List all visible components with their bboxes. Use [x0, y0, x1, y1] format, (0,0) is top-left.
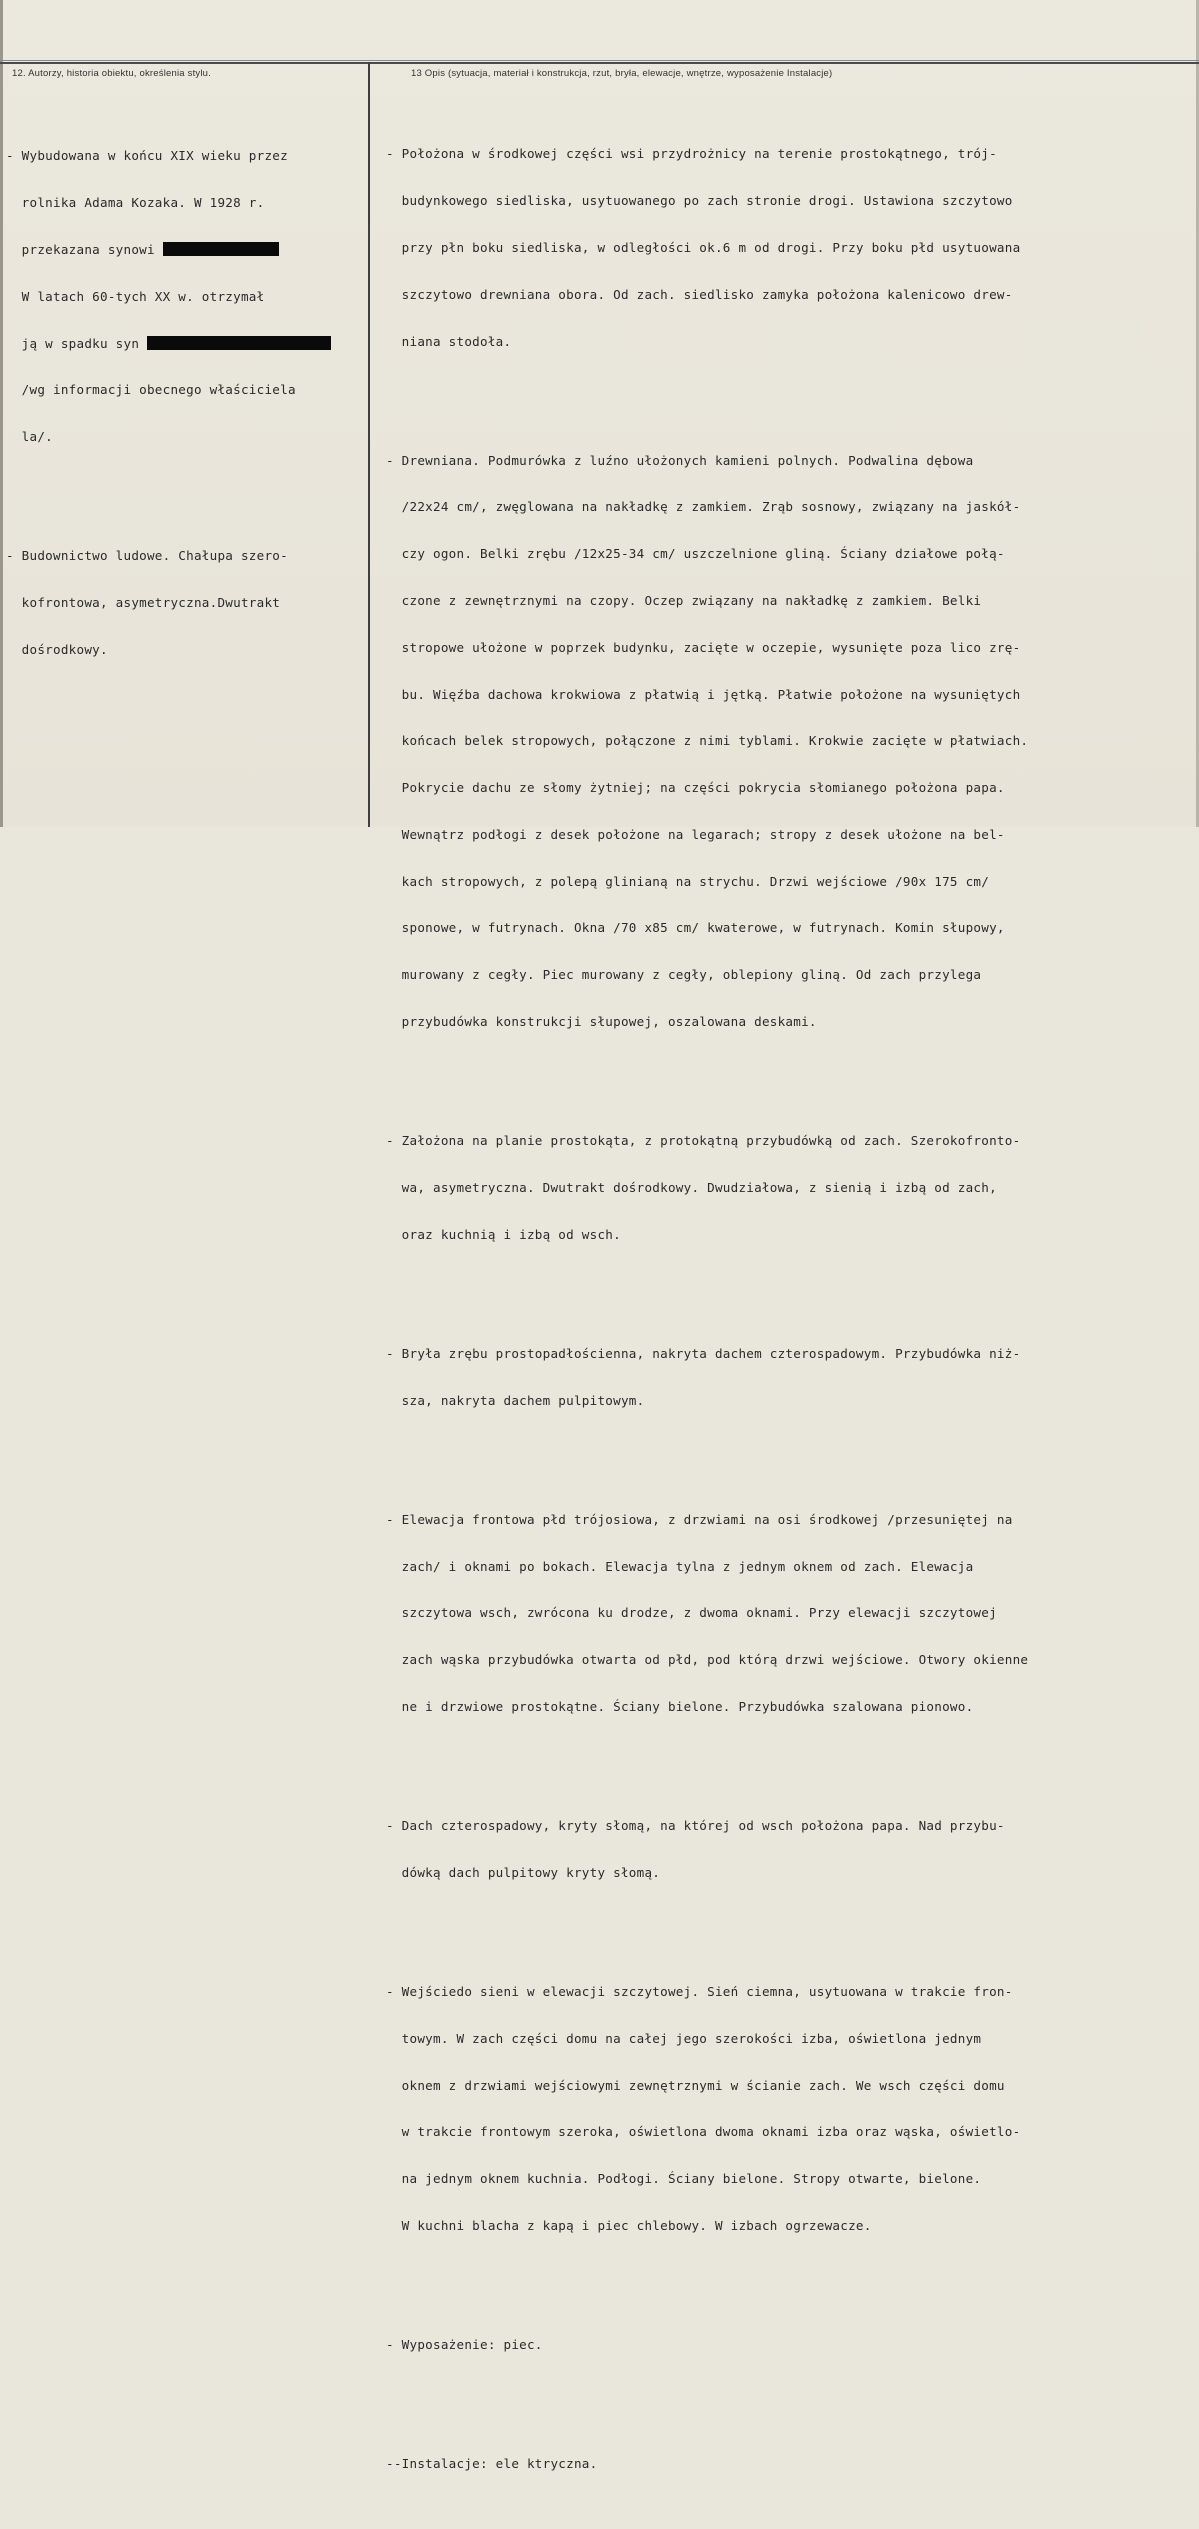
description-location	[386, 115, 1196, 380]
text-line: Wewnątrz podłogi z desek położone na legarach; stropy z desek ułożone na bel-	[386, 826, 1005, 842]
text-line: - Wyposażenie: piec.	[386, 2337, 543, 2353]
text-line: - Elewacja frontowa płd trójosiowa, z drzwiami na osi środkowej /przesuniętej na	[386, 1511, 1013, 1527]
text-line: bu. Więźba dachowa krokwiowa z płatwią i jętką. Płatwie położone na wysuniętych	[386, 686, 1021, 702]
text-line: - Bryła zrębu prostopadłościenna, nakryta dachem czterospadowym. Przybudówka niż-	[386, 1345, 1021, 1361]
text-line: - Budownictwo ludowe. Chałupa szero-	[6, 548, 288, 564]
text-line: - Założona na planie prostokąta, z protokątną przybudówką od zach. Szerokofronto-	[386, 1133, 1021, 1149]
section-12-content	[6, 86, 366, 714]
text-line: towym. W zach części domu na całej jego szerokości izba, oświetlona jednym	[386, 2030, 982, 2046]
redaction-bar	[147, 336, 331, 350]
description-equipment	[386, 2306, 1196, 2384]
section-13-header: 13 Opis (sytuacja, materiał i konstrukcja, rzut, bryła, elewacje, wnętrze, wyposażenie Instalacje)	[411, 68, 833, 79]
text-line: czone z zewnętrznymi na czopy. Oczep związany na nakładkę z zamkiem. Belki	[386, 593, 982, 608]
text-line: budynkowego siedliska, usytuowanego po zach stronie drogi. Ustawiona szczytowo	[386, 193, 1013, 209]
text-line: dośrodkowy.	[6, 641, 108, 657]
text-line-with-redaction	[6, 242, 366, 258]
text-line: - Wejściedo sieni w elewacji szczytowej. Sień ciemna, usytuowana w trakcie fron-	[386, 1984, 1013, 2000]
text-line: szczytowo drewniana obora. Od zach. siedlisko zamyka położona kalenicowo drew-	[386, 286, 1013, 302]
text-line: stropowe ułożone w poprzek budynku, zacięte w oczepie, wysunięte poza lico zrę-	[386, 639, 1021, 655]
text-line: przybudówka konstrukcji słupowej, oszalowana deskami.	[386, 1014, 817, 1030]
top-rule-thin	[0, 60, 1199, 61]
description-massing	[386, 1315, 1196, 1440]
redaction-bar	[163, 242, 279, 256]
style-entry	[6, 517, 366, 689]
text-line: - Położona w środkowej części wsi przydrożnicy na terenie prostokątnego, trój-	[386, 146, 997, 162]
text-segment: ją w spadku syn	[6, 335, 140, 351]
text-line: W latach 60-tych XX w. otrzymał	[6, 288, 265, 304]
text-line: końcach belek stropowych, połączone z nimi tyblami. Krokwie zacięte w płatwiach.	[386, 733, 1029, 749]
description-plan	[386, 1102, 1196, 1274]
text-line: na jednym oknem kuchnia. Podłogi. Ściany bielone. Stropy otwarte, bielone.	[386, 2171, 982, 2187]
text-line: niana stodoła.	[386, 333, 512, 349]
text-line: - Dach czterospadowy, kryty słomą, na której od wsch położona papa. Nad przybu-	[386, 1818, 1005, 1834]
column-divider	[368, 62, 370, 827]
text-line: szczytowa wsch, zwrócona ku drodze, z dwoma oknami. Przy elewacji szczytowej	[386, 1605, 997, 1621]
section-13-content	[386, 84, 1196, 2529]
text-line: wa, asymetryczna. Dwutrakt dośrodkowy. Dwudziałowa, z sienią i izbą od zach,	[386, 1179, 997, 1195]
text-line: sponowe, w futrynach. Okna /70 x85 cm/ kwaterowe, w futrynach. Komin słupowy,	[386, 920, 1005, 936]
text-line: kofrontowa, asymetryczna.Dwutrakt	[6, 595, 281, 610]
text-line: kach stropowych, z polepą glinianą na strychu. Drzwi wejściowe /90x 175 cm/	[386, 873, 990, 889]
description-interior	[386, 1953, 1196, 2265]
text-line: la/.	[6, 429, 53, 445]
text-line: zach wąska przybudówka otwarta od płd, pod którą drzwi wejściowe. Otwory okienne	[386, 1652, 1029, 1668]
text-line: Pokrycie dachu ze słomy żytniej; na części pokrycia słomianego położona papa.	[386, 780, 1005, 796]
text-line: oraz kuchnią i izbą od wsch.	[386, 1226, 621, 1242]
text-line: sza, nakryta dachem pulpitowym.	[386, 1392, 645, 1408]
text-segment: przekazana synowi	[6, 241, 155, 257]
description-roof	[386, 1787, 1196, 1912]
text-line: czy ogon. Belki zrębu /12x25-34 cm/ uszczelnione gliną. Ściany działowe połą-	[386, 546, 1005, 562]
sheet-left-edge	[0, 0, 3, 827]
text-line: murowany z cegły. Piec murowany z cegły, oblepiony gliną. Od zach przylega	[386, 967, 982, 983]
history-entry	[6, 117, 366, 476]
text-line: zach/ i oknami po bokach. Elewacja tylna z jednym oknem od zach. Elewacja	[386, 1558, 974, 1574]
section-12-header: 12. Autorzy, historia obiektu, określenia stylu.	[12, 68, 211, 79]
text-line: --Instalacje: ele ktryczna.	[386, 2456, 598, 2472]
description-elevations	[386, 1481, 1196, 1746]
text-line: ne i drzwiowe prostokątne. Ściany bielone. Przybudówka szalowana pionowo.	[386, 1698, 974, 1714]
text-line: /22x24 cm/, zwęglowana na nakładkę z zamkiem. Zrąb sosnowy, związany na jaskół-	[386, 499, 1021, 515]
text-line: dówką dach pulpitowy kryty słomą.	[386, 1864, 661, 1880]
text-line: w trakcie frontowym szeroka, oświetlona dwoma oknami izba oraz wąska, oświetlo-	[386, 2124, 1021, 2140]
text-line: oknem z drzwiami wejściowymi zewnętrznymi w ścianie zach. We wsch części domu	[386, 2077, 1005, 2093]
text-line: W kuchni blacha z kapą i piec chlebowy. W izbach ogrzewacze.	[386, 2217, 872, 2233]
text-line: przy płn boku siedliska, w odległości ok.6 m od drogi. Przy boku płd usytuowana	[386, 239, 1021, 255]
text-line: - Wybudowana w końcu XIX wieku przez	[6, 148, 288, 164]
text-line: - Drewniana. Podmurówka z luźno ułożonych kamieni polnych. Podwalina dębowa	[386, 452, 974, 468]
description-construction	[386, 421, 1196, 1060]
text-line: rolnika Adama Kozaka. W 1928 r.	[6, 195, 265, 211]
description-installations	[386, 2425, 1196, 2503]
text-line-with-redaction	[6, 336, 366, 352]
top-rule	[0, 62, 1199, 64]
text-line: /wg informacji obecnego właściciela	[6, 382, 296, 398]
